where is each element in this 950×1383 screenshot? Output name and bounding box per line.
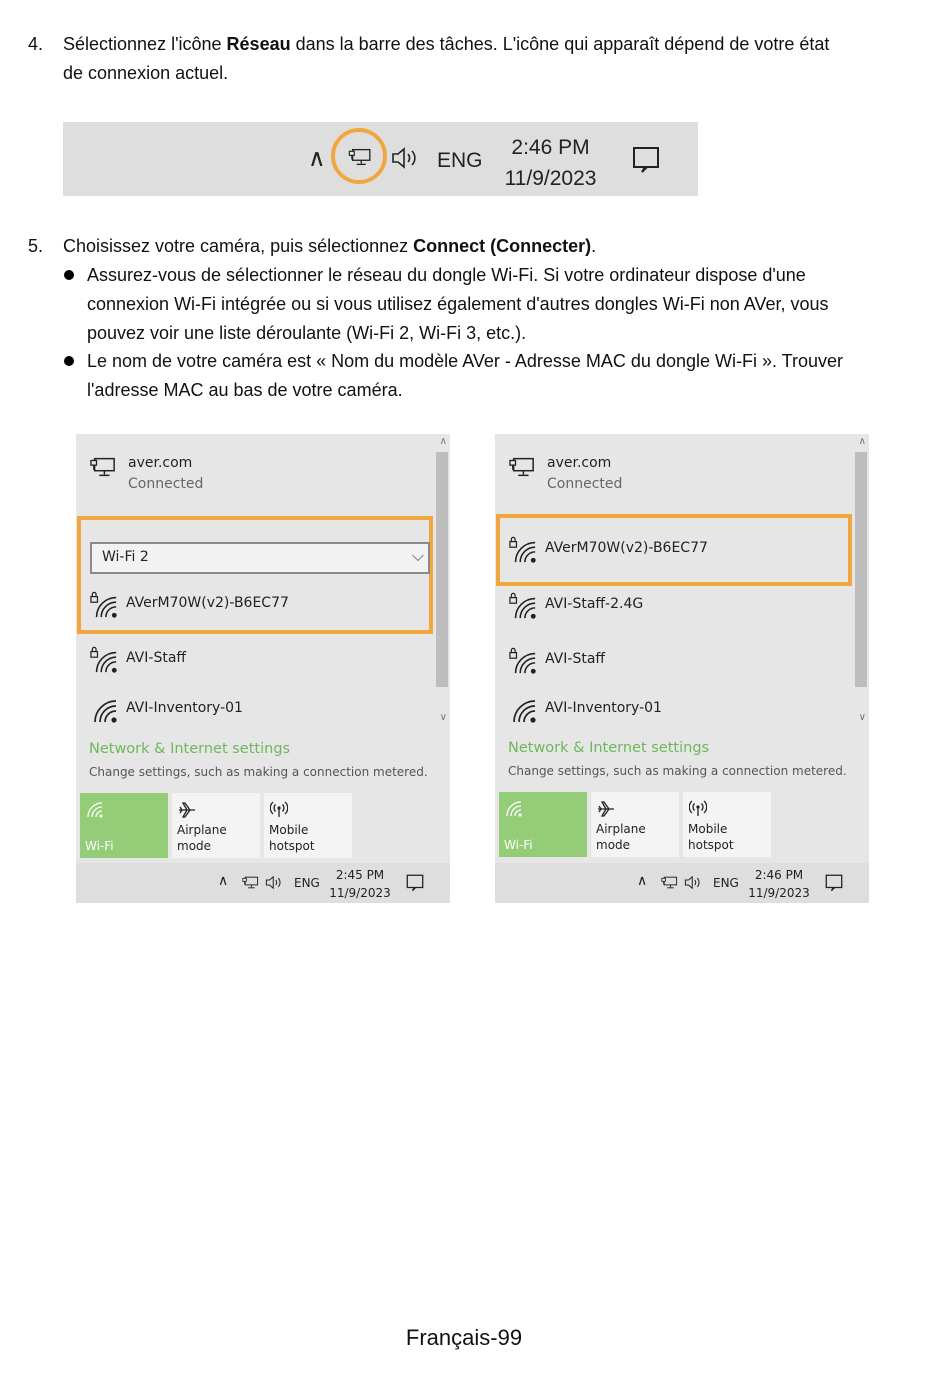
step-5-text-bold: Connect (Connecter) bbox=[413, 236, 592, 256]
network-settings-description: Change settings, such as making a connection metered. bbox=[508, 764, 847, 778]
wifi-network-name: AVI-Staff-2.4G bbox=[545, 596, 644, 612]
mini-taskbar bbox=[495, 863, 869, 903]
language-indicator[interactable]: ENG bbox=[437, 149, 483, 172]
step-5-text bbox=[63, 232, 596, 261]
mini-taskbar bbox=[76, 863, 450, 903]
tile-label: Wi-Fi bbox=[85, 839, 114, 853]
clock-date: 11/9/2023 bbox=[504, 167, 597, 190]
ethernet-icon bbox=[509, 456, 535, 478]
wifi-secured-icon bbox=[90, 591, 118, 619]
wifi-icon bbox=[511, 698, 537, 724]
network-flyout-right bbox=[495, 434, 869, 903]
scroll-down-icon[interactable]: ∨ bbox=[439, 712, 447, 723]
wifi-icon bbox=[505, 800, 523, 818]
step-5-number: 5. bbox=[28, 236, 44, 256]
clock[interactable] bbox=[747, 866, 811, 902]
network-flyout-left bbox=[76, 434, 450, 903]
connected-network-status: Connected bbox=[128, 476, 204, 492]
clock-time: 2:46 PM bbox=[754, 868, 804, 882]
clock[interactable] bbox=[503, 132, 598, 194]
language-indicator[interactable]: ENG bbox=[294, 876, 320, 890]
step-4-number: 4. bbox=[28, 34, 44, 54]
wifi-icon bbox=[86, 801, 104, 819]
tile-label bbox=[688, 821, 734, 853]
clock-date: 11/9/2023 bbox=[748, 886, 810, 900]
scroll-down-icon[interactable]: ∨ bbox=[858, 712, 866, 723]
clock[interactable] bbox=[328, 866, 392, 902]
wifi-adapter-dropdown[interactable] bbox=[90, 542, 430, 574]
network-settings-link[interactable]: Network & Internet settings bbox=[508, 740, 710, 756]
wifi-secured-icon bbox=[90, 646, 118, 674]
network-icon[interactable] bbox=[346, 148, 374, 166]
airplane-mode-tile[interactable] bbox=[172, 793, 260, 858]
bullet-2-line1: Le nom de votre caméra est « Nom du modèle AVer - Adresse MAC du dongle Wi-Fi ». Trouver bbox=[87, 351, 844, 371]
clock-time: 2:46 PM bbox=[511, 136, 590, 159]
tile-label-line1: Mobile bbox=[688, 822, 728, 836]
wifi-secured-icon bbox=[509, 592, 537, 620]
wifi-secured-icon bbox=[509, 536, 537, 564]
step-5-text-post: . bbox=[591, 236, 597, 256]
step-4-text-pre: Sélectionnez l'icône bbox=[63, 34, 227, 54]
network-settings-description: Change settings, such as making a connection metered. bbox=[89, 765, 428, 779]
step-5-text-pre: Choisissez votre caméra, puis sélectionnez bbox=[63, 236, 414, 256]
notification-icon[interactable] bbox=[632, 146, 660, 174]
wifi-network-name: AVerM70W(v2)-B6EC77 bbox=[545, 540, 708, 556]
notification-icon[interactable] bbox=[406, 874, 424, 892]
volume-icon[interactable] bbox=[391, 146, 421, 170]
connected-network-name[interactable]: aver.com bbox=[547, 455, 612, 471]
scrollbar-thumb[interactable] bbox=[855, 452, 867, 687]
bullet-1-line2: connexion Wi-Fi intégrée ou si vous utilisez également d'autres dongles Wi-Fi non AVer, vous bbox=[87, 294, 829, 314]
wifi-network-item[interactable] bbox=[90, 591, 420, 621]
notification-icon[interactable] bbox=[825, 874, 843, 892]
airplane-icon bbox=[178, 801, 196, 819]
clock-date: 11/9/2023 bbox=[329, 886, 391, 900]
hotspot-icon bbox=[689, 800, 707, 818]
page-footer: Français-99 bbox=[405, 1325, 523, 1350]
wifi-network-item[interactable] bbox=[509, 592, 839, 622]
ethernet-icon bbox=[90, 456, 116, 478]
wifi-network-item[interactable] bbox=[509, 536, 839, 566]
scrollbar[interactable] bbox=[853, 434, 869, 865]
wifi-network-item[interactable] bbox=[90, 646, 420, 676]
step-4-text-line2: de connexion actuel. bbox=[63, 63, 229, 83]
wifi-network-item[interactable] bbox=[509, 698, 839, 728]
wifi-network-name: AVI-Staff bbox=[545, 651, 606, 667]
wifi-network-name: AVerM70W(v2)-B6EC77 bbox=[126, 595, 289, 611]
step-4-text-post: dans la barre des tâches. L'icône qui apparaît dépend de votre état bbox=[290, 34, 830, 54]
tile-label-line2: hotspot bbox=[688, 838, 734, 852]
tile-label-line2: hotspot bbox=[269, 839, 315, 853]
bullet-1-line1: Assurez-vous de sélectionner le réseau du dongle Wi-Fi. Si votre ordinateur dispose d'une bbox=[87, 265, 806, 285]
hotspot-icon bbox=[270, 801, 288, 819]
wifi-toggle-tile[interactable] bbox=[80, 793, 168, 858]
volume-icon[interactable] bbox=[265, 875, 284, 890]
wifi-network-name: AVI-Inventory-01 bbox=[126, 700, 243, 716]
bullet-2-dot bbox=[64, 356, 74, 366]
taskbar-screenshot bbox=[63, 122, 698, 196]
wifi-icon bbox=[92, 698, 118, 724]
volume-icon[interactable] bbox=[684, 875, 703, 890]
wifi-network-name: AVI-Staff bbox=[126, 650, 187, 666]
dropdown-value: Wi-Fi 2 bbox=[102, 549, 149, 565]
scrollbar-thumb[interactable] bbox=[436, 452, 448, 687]
wifi-network-item[interactable] bbox=[509, 647, 839, 677]
network-icon[interactable] bbox=[661, 876, 678, 889]
mobile-hotspot-tile[interactable] bbox=[264, 793, 352, 858]
scroll-up-icon[interactable]: ∧ bbox=[439, 436, 447, 447]
wifi-network-name: AVI-Inventory-01 bbox=[545, 700, 662, 716]
network-settings-link[interactable]: Network & Internet settings bbox=[89, 741, 291, 757]
tile-label bbox=[269, 822, 315, 854]
wifi-toggle-tile[interactable] bbox=[499, 792, 587, 857]
clock-time: 2:45 PM bbox=[335, 868, 385, 882]
chevron-down-icon: ⌵ bbox=[411, 546, 424, 565]
scroll-up-icon[interactable]: ∧ bbox=[858, 436, 866, 447]
tile-label: Airplane mode bbox=[177, 823, 227, 853]
bullet-2-line2: l'adresse MAC au bas de votre caméra. bbox=[87, 380, 403, 400]
chevron-up-icon[interactable]: ∧ bbox=[637, 873, 648, 889]
network-icon[interactable] bbox=[242, 876, 259, 889]
language-indicator[interactable]: ENG bbox=[713, 876, 739, 890]
mobile-hotspot-tile[interactable] bbox=[683, 792, 771, 857]
chevron-up-icon[interactable]: ∧ bbox=[218, 873, 229, 889]
connected-network-name[interactable]: aver.com bbox=[128, 455, 193, 471]
step-4-text-bold: Réseau bbox=[226, 34, 291, 54]
scrollbar[interactable] bbox=[434, 434, 450, 865]
airplane-icon bbox=[597, 800, 615, 818]
bullet-1-dot bbox=[64, 270, 74, 280]
wifi-network-item[interactable] bbox=[90, 698, 420, 728]
tile-label: Airplane mode bbox=[596, 822, 646, 852]
chevron-up-icon[interactable]: ∧ bbox=[308, 144, 326, 172]
step-4-text bbox=[63, 30, 923, 59]
connected-network-status: Connected bbox=[547, 476, 623, 492]
wifi-secured-icon bbox=[509, 647, 537, 675]
airplane-mode-tile[interactable] bbox=[591, 792, 679, 857]
tile-label-line1: Mobile bbox=[269, 823, 309, 837]
tile-label: Wi-Fi bbox=[504, 838, 533, 852]
bullet-1-line3: pouvez voir une liste déroulante (Wi-Fi 2, Wi-Fi 3, etc.). bbox=[87, 323, 527, 343]
